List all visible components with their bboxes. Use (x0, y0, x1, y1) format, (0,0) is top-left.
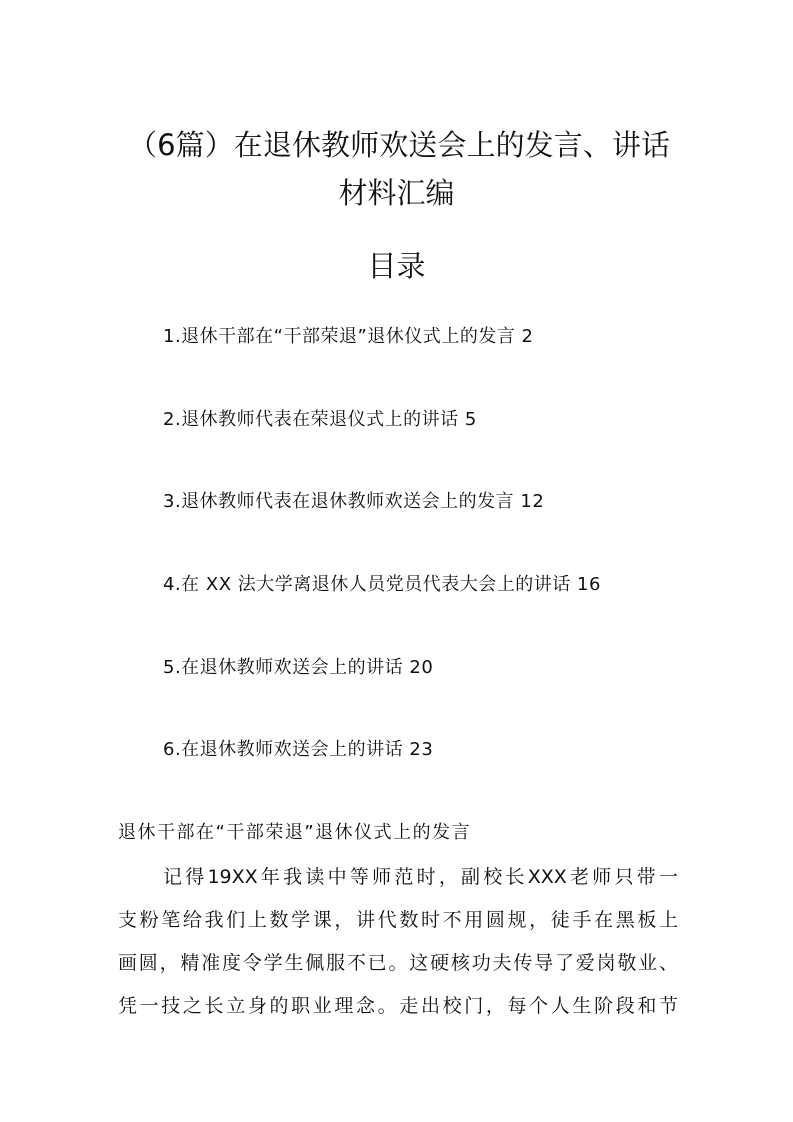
toc-item[interactable]: 6.在退休教师欢送会上的讲话 23 (163, 739, 434, 760)
toc-item[interactable]: 5.在退休教师欢送会上的讲话 20 (163, 657, 434, 678)
toc-item[interactable]: 4.在 XX 法大学离退休人员党员代表大会上的讲话 16 (163, 574, 601, 595)
paragraph-line: 支粉笔给我们上数学课，讲代数时不用圆规，徒手在黑板上 (118, 909, 678, 931)
paragraph-line: 凭一技之长立身的职业理念。走出校门，每个人生阶段和节 (118, 995, 678, 1017)
paragraph-line: 画圆，精准度令学生佩服不已。这硬核功夫传导了爱岗敬业、 (118, 952, 678, 974)
toc-item[interactable]: 2.退休教师代表在荣退仪式上的讲话 5 (163, 409, 477, 430)
toc-heading: 目录 (367, 249, 426, 283)
paragraph-line: 记得19XX年我读中等师范时，副校长XXX老师只带一 (163, 866, 678, 888)
document-title-line-2: 材料汇编 (338, 176, 455, 210)
toc-item[interactable]: 1.退休干部在“干部荣退”退休仪式上的发言 2 (163, 326, 534, 347)
toc-item[interactable]: 3.退休教师代表在退休教师欢送会上的发言 12 (163, 491, 545, 512)
section-title: 退休干部在“干部荣退”退休仪式上的发言 (118, 822, 472, 843)
document-title-line-1: （6篇）在退休教师欢送会上的发言、讲话 (128, 128, 670, 162)
